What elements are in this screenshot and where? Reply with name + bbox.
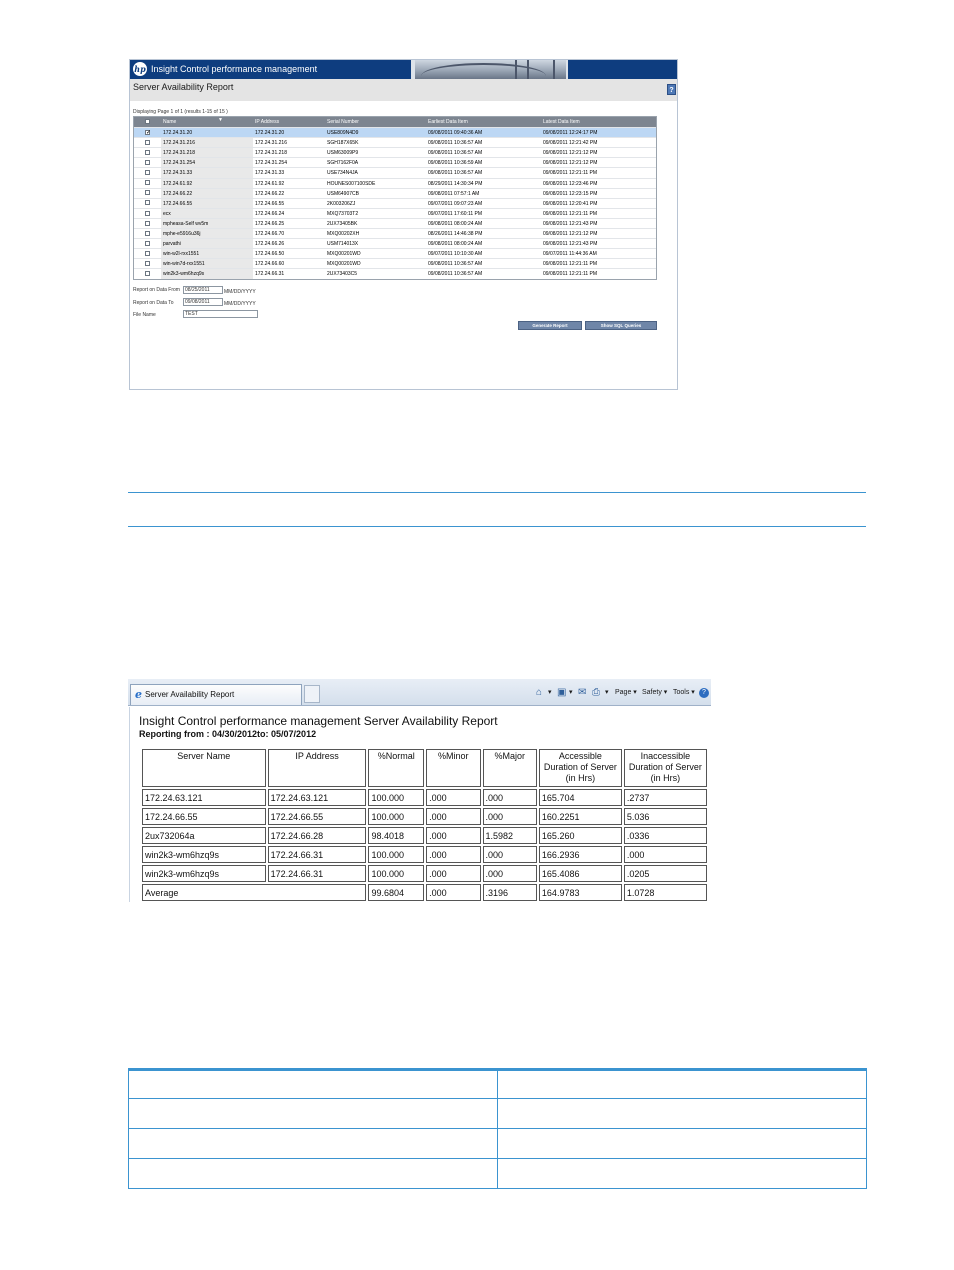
cell-name: parvathi (161, 239, 253, 249)
banner-divider-right (566, 60, 568, 79)
select-all-cell (134, 117, 161, 127)
average-row (142, 884, 707, 901)
help-icon[interactable]: ? (667, 84, 676, 95)
row-checkbox[interactable] (145, 211, 150, 216)
table-row (142, 827, 707, 844)
cell-earliest: 09/08/2011 10:36:57 AM (428, 170, 483, 177)
cell-name: mphe-e5916u36j (161, 229, 253, 239)
cell-latest: 09/08/2011 12:21:11 PM (543, 261, 598, 268)
col-accessible: Accessible Duration of Server (in Hrs) (539, 749, 622, 787)
cell-acc: 165.704 (539, 789, 622, 806)
cell-major: .000 (483, 789, 537, 806)
cell-ip: 172.24.66.31 (268, 865, 367, 882)
note-rule-bottom (128, 526, 866, 527)
column-header-ip[interactable]: IP Address (255, 119, 280, 125)
table-border-left (128, 1068, 129, 1188)
cell-ip: 172.24.66.70 (255, 231, 285, 238)
cell-major: .000 (483, 865, 537, 882)
table-row[interactable] (134, 178, 656, 188)
table-border-right (866, 1068, 867, 1188)
cell-serial: USE734N4JA (327, 170, 358, 177)
cell-ip: 172.24.31.216 (255, 140, 287, 147)
generate-report-button[interactable]: Generate Report (518, 321, 582, 330)
cell-ip: 172.24.66.22 (255, 190, 285, 197)
cell-name: ecx (161, 209, 253, 219)
cell-acc: 165.4086 (539, 865, 622, 882)
row-checkbox[interactable] (145, 180, 150, 185)
new-tab-button[interactable] (304, 685, 320, 703)
cell-minor: .000 (426, 808, 480, 825)
cell-name: mpheasa-Self wv5m (161, 219, 253, 229)
average-accessible: 164.9783 (539, 884, 622, 901)
cell-ip: 172.24.61.92 (255, 180, 285, 187)
mail-icon[interactable]: ✉ (578, 687, 587, 698)
cell-name: 172.24.31.216 (161, 138, 253, 148)
ie-icon: e (135, 688, 142, 701)
cell-serial: USM64907CB (327, 190, 359, 197)
cell-server: win2k3-wm6hzq9s (142, 865, 266, 882)
cell-earliest: 09/07/2011 10:10:30 AM (428, 251, 483, 258)
cell-ip: 172.24.66.24 (255, 210, 285, 217)
cell-acc: 160.2251 (539, 808, 622, 825)
cell-minor: .000 (426, 789, 480, 806)
file-name-input[interactable]: TEST (183, 310, 258, 318)
server-table-header (134, 117, 656, 127)
cell-serial: 2K003206ZJ (327, 200, 356, 207)
cell-acc: 165.260 (539, 827, 622, 844)
table-divider (497, 1068, 498, 1188)
cell-latest: 09/08/2011 12:20:41 PM (543, 200, 598, 207)
cell-inacc: .000 (624, 846, 707, 863)
cell-ip: 172.24.31.20 (255, 130, 285, 137)
to-date-label: Report on Data To (133, 300, 174, 306)
safety-menu[interactable]: Safety ▾ (642, 689, 668, 696)
cell-minor: .000 (426, 865, 480, 882)
cell-earliest: 09/08/2011 10:36:57 AM (428, 150, 483, 157)
cell-latest: 09/07/2011 11:44:36 AM (543, 251, 597, 258)
cell-name: 172.24.66.22 (161, 189, 253, 199)
cell-name: win2k3-wm6hzq9s (161, 269, 253, 279)
table-row[interactable] (134, 157, 656, 167)
hp-logo: hp (134, 64, 146, 74)
cell-normal: 98.4018 (368, 827, 424, 844)
row-checkbox[interactable] (145, 231, 150, 236)
col-ip-address: IP Address (268, 749, 367, 787)
row-checkbox[interactable] (145, 221, 150, 226)
cell-major: .000 (483, 808, 537, 825)
cell-latest: 09/08/2011 12:21:11 PM (543, 210, 598, 217)
cell-server: 2ux732064a (142, 827, 266, 844)
col-minor: %Minor (426, 749, 480, 787)
table-row[interactable] (134, 208, 656, 218)
cell-latest: 09/08/2011 12:21:11 PM (543, 271, 598, 278)
cell-earliest: 08/29/2011 14:30:34 PM (428, 180, 483, 187)
cell-latest: 09/08/2011 12:21:43 PM (543, 220, 598, 227)
row-checkbox[interactable] (145, 130, 150, 135)
reporting-range: Reporting from : 04/30/2012to: 05/07/2012 (139, 729, 317, 739)
cell-serial: MXQ00201WD (327, 251, 361, 258)
from-date-format: MM/DD/YYYY (224, 289, 256, 295)
cell-serial: USE809N4D9 (327, 130, 359, 137)
select-all-checkbox[interactable] (145, 119, 150, 124)
table-row[interactable] (134, 188, 656, 198)
cell-earliest: 09/08/2011 08:00:24 AM (428, 220, 483, 227)
cell-ip: 172.24.66.60 (255, 261, 285, 268)
table-row[interactable] (134, 248, 656, 258)
show-sql-queries-button[interactable]: Show SQL Queries (585, 321, 657, 330)
cell-earliest: 09/07/2011 17:60:11 PM (428, 210, 483, 217)
cell-latest: 09/08/2011 12:21:12 PM (543, 231, 598, 238)
feeds-icon[interactable]: ▣ (557, 687, 567, 698)
cell-latest: 09/08/2011 12:21:12 PM (543, 150, 598, 157)
cell-serial: 2UX73405BK (327, 220, 358, 227)
from-date-input[interactable]: 08/25/2011 (183, 286, 223, 294)
from-date-label: Report on Data From (133, 287, 180, 293)
average-inaccessible: 1.0728 (624, 884, 707, 901)
cell-server: win2k3-wm6hzq9s (142, 846, 266, 863)
cell-name: win-w2l-rxx1551 (161, 249, 253, 259)
cell-ip: 172.24.66.55 (268, 808, 367, 825)
cell-minor: .000 (426, 846, 480, 863)
feeds-dropdown-icon[interactable]: ▾ (569, 689, 573, 696)
cell-serial: MXQ00202XH (327, 231, 360, 238)
table-row[interactable] (134, 238, 656, 248)
cell-name: 172.24.31.20 (163, 130, 193, 137)
page-menu[interactable]: Page ▾ (615, 689, 637, 696)
note-rule-top (128, 492, 866, 493)
cell-earliest: 09/08/2011 09:40:36 AM (428, 130, 483, 137)
row-checkbox[interactable] (145, 190, 150, 195)
cell-ip: 172.24.66.25 (255, 220, 285, 227)
cell-serial: MXQ00201WD (327, 261, 361, 268)
col-major: %Major (483, 749, 537, 787)
cell-ip: 172.24.66.55 (255, 200, 285, 207)
print-dropdown-icon[interactable]: ▾ (605, 689, 609, 696)
cell-earliest: 09/08/2011 07:57:1 AM (428, 190, 480, 197)
table-row[interactable] (134, 198, 656, 208)
app-title: Insight Control performance management (151, 64, 318, 74)
cell-ip: 172.24.31.254 (255, 160, 287, 167)
cell-earliest: 09/07/2011 09:07:23 AM (428, 200, 483, 207)
cell-ip: 172.24.66.31 (268, 846, 367, 863)
home-dropdown-icon[interactable]: ▾ (548, 689, 552, 696)
cell-normal: 100.000 (368, 808, 424, 825)
availability-table (140, 747, 709, 902)
cell-server: 172.24.63.121 (142, 789, 266, 806)
browser-tab[interactable] (130, 684, 302, 705)
cell-ip: 172.24.63.121 (268, 789, 367, 806)
server-table (133, 116, 657, 280)
table-row[interactable] (134, 268, 656, 278)
cell-inacc: .0336 (624, 827, 707, 844)
to-date-format: MM/DD/YYYY (224, 301, 256, 307)
cell-acc: 166.2936 (539, 846, 622, 863)
row-checkbox[interactable] (145, 150, 150, 155)
cell-serial: SGH187X65K (327, 140, 359, 147)
row-select-cell (134, 269, 161, 279)
cell-name: 172.24.61.92 (161, 179, 253, 189)
cell-latest: 09/08/2011 12:24:17 PM (543, 130, 598, 137)
cell-ip: 172.24.66.31 (255, 271, 285, 278)
cell-inacc: 5.036 (624, 808, 707, 825)
average-label: Average (142, 884, 366, 901)
cell-latest: 09/08/2011 12:23:46 PM (543, 180, 598, 187)
cell-serial: USM714013X (327, 241, 359, 248)
to-date-input[interactable]: 09/08/2011 (183, 298, 223, 306)
row-checkbox[interactable] (145, 271, 150, 276)
cell-latest: 09/08/2011 12:21:43 PM (543, 241, 598, 248)
column-header-serial[interactable]: Serial Number (327, 119, 359, 125)
sort-arrow-icon[interactable]: ▼ (218, 117, 223, 123)
row-checkbox[interactable] (145, 170, 150, 175)
report-page (129, 707, 709, 902)
tools-menu[interactable]: Tools ▾ (673, 689, 695, 696)
row-checkbox[interactable] (145, 241, 150, 246)
cell-serial: MXQ73703T2 (327, 210, 359, 217)
cell-major: 1.5982 (483, 827, 537, 844)
table-row (142, 808, 707, 825)
cell-earliest: 09/08/2011 10:36:57 AM (428, 261, 483, 268)
cell-inacc: .0205 (624, 865, 707, 882)
average-major: .3196 (483, 884, 537, 901)
availability-header-row (142, 749, 707, 787)
cell-earliest: 08/26/2011 14:46:38 PM (428, 231, 483, 238)
cell-earliest: 09/08/2011 10:36:57 AM (428, 140, 483, 147)
cell-serial: USM63009P9 (327, 150, 359, 157)
empty-document-table (128, 1068, 867, 1189)
cell-ip: 172.24.31.33 (255, 170, 285, 177)
table-row (142, 846, 707, 863)
row-checkbox[interactable] (145, 140, 150, 145)
help-icon[interactable]: ? (699, 688, 709, 698)
table-row (142, 789, 707, 806)
cell-name: 172.24.31.33 (161, 168, 253, 178)
col-inaccessible: Inaccessible Duration of Server (in Hrs) (624, 749, 707, 787)
file-name-label: File Name (133, 312, 156, 318)
cell-minor: .000 (426, 827, 480, 844)
home-icon[interactable]: ⌂ (536, 687, 543, 698)
table-row[interactable] (134, 147, 656, 157)
cell-earliest: 09/08/2011 08:00:24 AM (428, 241, 483, 248)
cell-serial: 2UX73403C5 (327, 271, 358, 278)
cell-earliest: 09/08/2011 10:36:59 AM (428, 160, 483, 167)
table-row[interactable] (134, 127, 656, 137)
screenshot-server-availability-report-ui (129, 59, 678, 390)
cell-latest: 09/08/2011 12:21:11 PM (543, 170, 598, 177)
cell-serial: HOUNES007100SDE (327, 180, 376, 187)
table-row[interactable] (134, 167, 656, 177)
cell-normal: 100.000 (368, 846, 424, 863)
table-row[interactable] (134, 137, 656, 147)
cell-latest: 09/08/2011 12:21:42 PM (543, 140, 598, 147)
column-header-earliest[interactable]: Earliest Data Item (428, 119, 468, 125)
column-header-name[interactable]: Name (163, 119, 177, 125)
cell-normal: 100.000 (368, 789, 424, 806)
cell-name: 172.24.31.254 (161, 158, 253, 168)
average-normal: 99.6804 (368, 884, 424, 901)
browser-tab-title: Server Availability Report (145, 690, 235, 699)
screenshot-ie-report-output (128, 679, 711, 902)
cell-ip: 172.24.66.26 (255, 241, 285, 248)
print-icon[interactable]: ⎙ (592, 687, 600, 698)
cell-name: 172.24.66.55 (161, 199, 253, 209)
report-title-bar (130, 79, 678, 101)
average-minor: .000 (426, 884, 480, 901)
col-normal: %Normal (368, 749, 424, 787)
report-heading: Insight Control performance management Server Availability Report (139, 714, 498, 728)
row-checkbox[interactable] (145, 251, 150, 256)
cell-normal: 100.000 (368, 865, 424, 882)
column-header-latest[interactable]: Latest Data Item (543, 119, 580, 125)
banner-bridge-image (415, 60, 566, 79)
cell-ip: 172.24.66.50 (255, 251, 285, 258)
cell-inacc: .2737 (624, 789, 707, 806)
browser-chrome (128, 679, 711, 706)
cell-name: win-win7d-rxx1551 (161, 259, 253, 269)
cell-major: .000 (483, 846, 537, 863)
table-row[interactable] (134, 218, 656, 228)
row-checkbox[interactable] (145, 160, 150, 165)
row-checkbox[interactable] (145, 200, 150, 205)
table-row (142, 865, 707, 882)
app-banner (130, 60, 678, 79)
report-title: Server Availability Report (133, 82, 234, 92)
cell-server: 172.24.66.55 (142, 808, 266, 825)
col-server-name: Server Name (142, 749, 266, 787)
row-checkbox[interactable] (145, 261, 150, 266)
table-row[interactable] (134, 228, 656, 238)
cell-serial: SGH7162F0A (327, 160, 359, 167)
cell-latest: 09/08/2011 12:21:12 PM (543, 160, 598, 167)
table-row[interactable] (134, 258, 656, 268)
cell-earliest: 09/08/2011 10:36:57 AM (428, 271, 483, 278)
cell-ip: 172.24.31.218 (255, 150, 287, 157)
paging-status: Displaying Page 1 of 1 (results 1-15 of 15 ) (133, 109, 228, 115)
cell-latest: 09/08/2011 12:23:15 PM (543, 190, 598, 197)
cell-ip: 172.24.66.28 (268, 827, 367, 844)
cell-name: 172.24.31.218 (161, 148, 253, 158)
